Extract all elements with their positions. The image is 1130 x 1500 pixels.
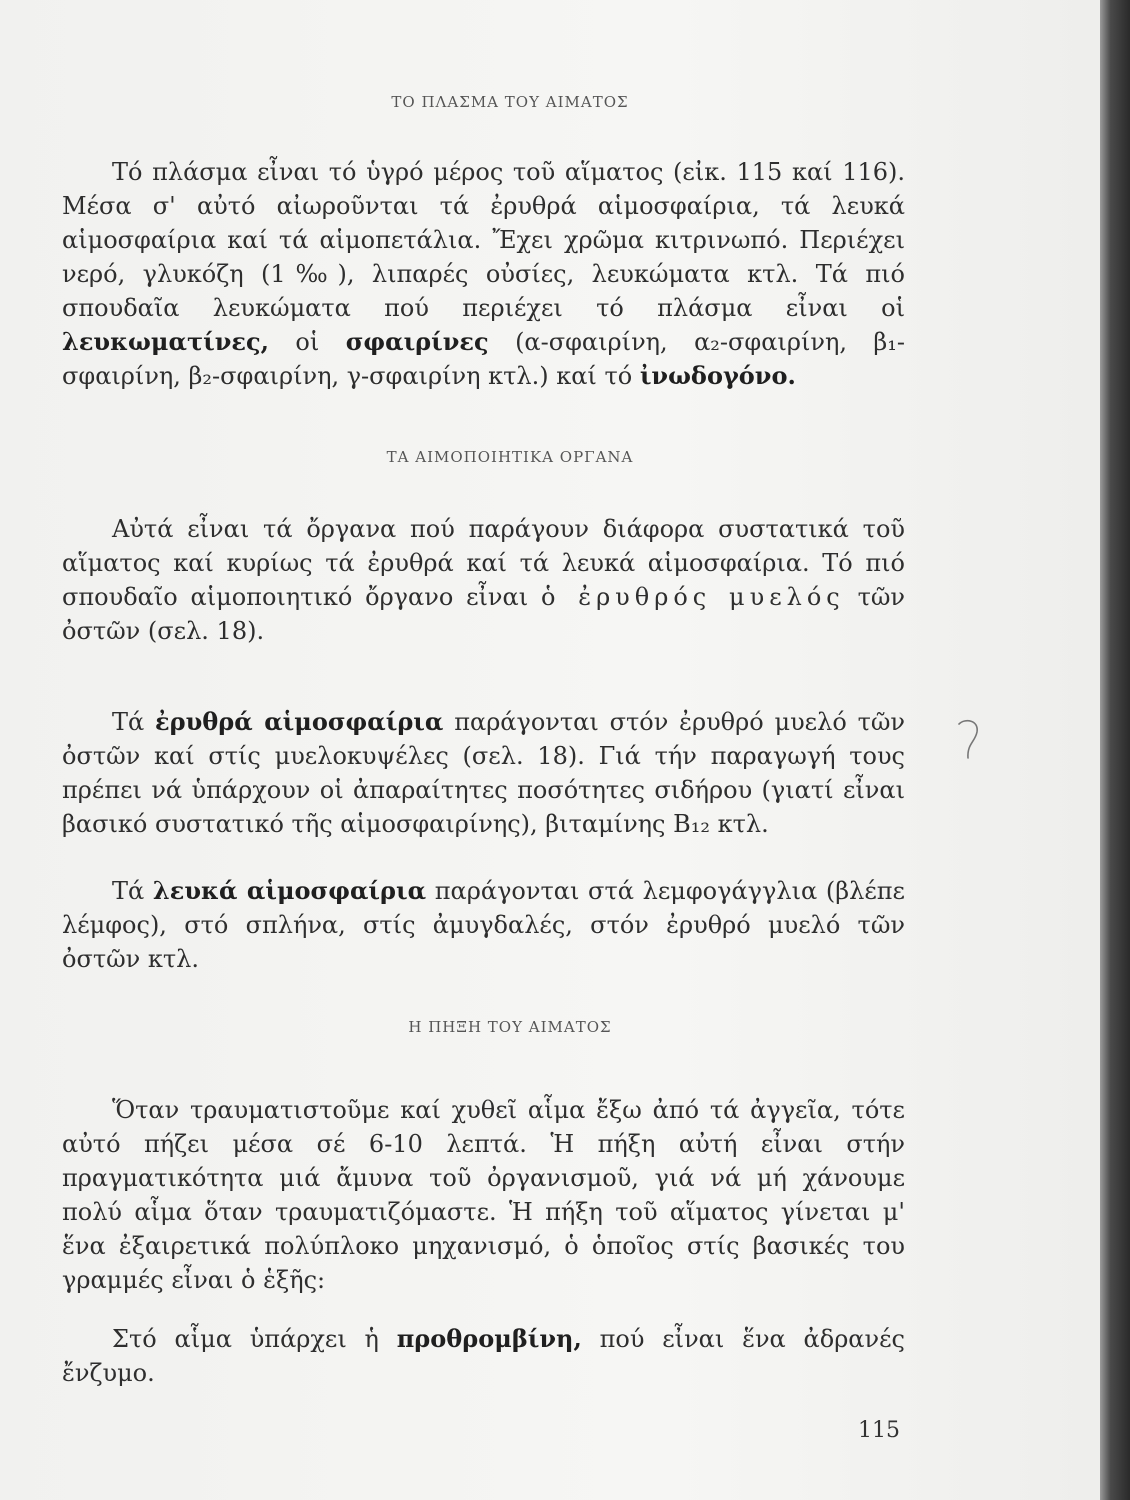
text: Ὅταν τραυματιστοῦμε καί χυθεῖ αἷμα ἔξω ἀπό τά ἀγγεῖα, τότε αὐτό πήζει μέσα σέ 6-10 λεπτά. Ἡ πήξη αὐτή εἶναι στήν πραγματικότητα μιά ἄμυνα τοῦ ὀργανισμοῦ, γιά νά μή χάνουμε πολύ αἷμα ὅταν τραυματιζόμαστε. Ἡ πήξη τοῦ αἵματος γίνεται μ' ἕνα ἐξαιρετικά πολύπλοκο μηχανισμό, ὁ ὁποῖος στίς βασικές του γραμμές εἶναι ὁ ἑξῆς: [62,1096,905,1294]
bold-term: προθρομβίνη, [396,1324,582,1353]
paragraph-coagulation [62,1093,905,1297]
text: Στό αἷμα ὑπάρχει ἡ [112,1325,379,1353]
text: Αὐτά εἶναι τά ὄργανα πού παράγουν διάφορα συστατικά τοῦ αἵματος καί κυρίως τά ἐρυθρά καί τά λευκά αἱμοσφαίρια. Τό πιό σπουδαῖο αἱμοποιητικό ὄργανο εἶναι [62,515,905,611]
paragraph-plasma [62,155,905,393]
section-heading-hematopoietic: ΤΑ ΑΙΜΟΠΟΙΗΤΙΚΑ ΟΡΓΑΝΑ [386,448,634,466]
text: Τά [112,708,145,736]
text: παράγονται στά λεμφογάγγλια (βλέπε λέμφος), στό σπλήνα, στίς ἀμυγδαλές, στόν ἐρυθρό μυελό τῶν ὀστῶν κτλ. [62,877,905,973]
spaced-term: ὁ ἐρυθρός μυελός [540,583,845,611]
bold-term: σφαιρίνες [345,327,489,356]
text: Τό πλάσμα εἶναι τό ὑγρό μέρος τοῦ αἵματος (εἰκ. 115 καί 116). Μέσα σ' αὐτό αἰωροῦνται τά ἐρυθρά αἱμοσφαίρια, τά λευκά αἱμοσφαίρια καί τά αἱμοπετάλια. Ἔχει χρῶμα κιτρινωπό. Περιέχει νερό, γλυκόζη (1‰), λιπαρές οὐσίες, λευκώματα κτλ. Τά πιό σπουδαῖα λευκώματα πού περιέχει τό πλάσμα εἶναι οἱ [62,158,905,322]
text: παράγονται στόν ἐρυθρό μυελό τῶν ὀστῶν καί στίς μυελοκυψέλες (σελ. 18). Γιά τήν παραγωγή τους πρέπει νά ὑπάρχουν οἱ ἀπαραίτητες ποσότητες σιδήρου (γιατί εἶναι βασικό συστατικό τῆς αἱμοσφαιρίνης), βιταμίνης Β₁₂ κτλ. [62,708,906,838]
text: Τά [112,877,145,905]
section-heading-coagulation: Η ΠΗΞΗ ΤΟΥ ΑΙΜΑΤΟΣ [408,1018,612,1036]
paragraph-red-cells [62,705,905,841]
paragraph-prothrombin [62,1322,905,1390]
text: οἱ [295,328,320,356]
bold-term: λευκωματίνες, [62,327,269,356]
bold-term: ἰνωδογόνο. [639,361,796,390]
bold-term: ἐρυθρά αἱμοσφαίρια [155,707,444,736]
handwritten-question-mark [955,718,985,773]
paragraph-hematopoietic-intro [62,512,905,648]
text: (α-σφαιρίνη, α₂-σφαιρίνη, β₁-σφαιρίνη, β₂-σφαιρίνη, γ-σφαιρίνη κτλ.) καί τό [62,328,906,390]
section-heading-plasma: ΤΟ ΠΛΑΣΜΑ ΤΟΥ ΑΙΜΑΤΟΣ [391,93,629,111]
book-spine [1100,0,1130,1500]
page-number: 115 [858,1418,900,1443]
text: τῶν ὀστῶν (σελ. 18). [62,583,905,645]
paragraph-white-cells [62,874,905,976]
text: πού εἶναι ἕνα ἀδρανές ἔνζυμο. [62,1325,905,1387]
bold-term: λευκά αἱμοσφαίρια [152,876,427,905]
